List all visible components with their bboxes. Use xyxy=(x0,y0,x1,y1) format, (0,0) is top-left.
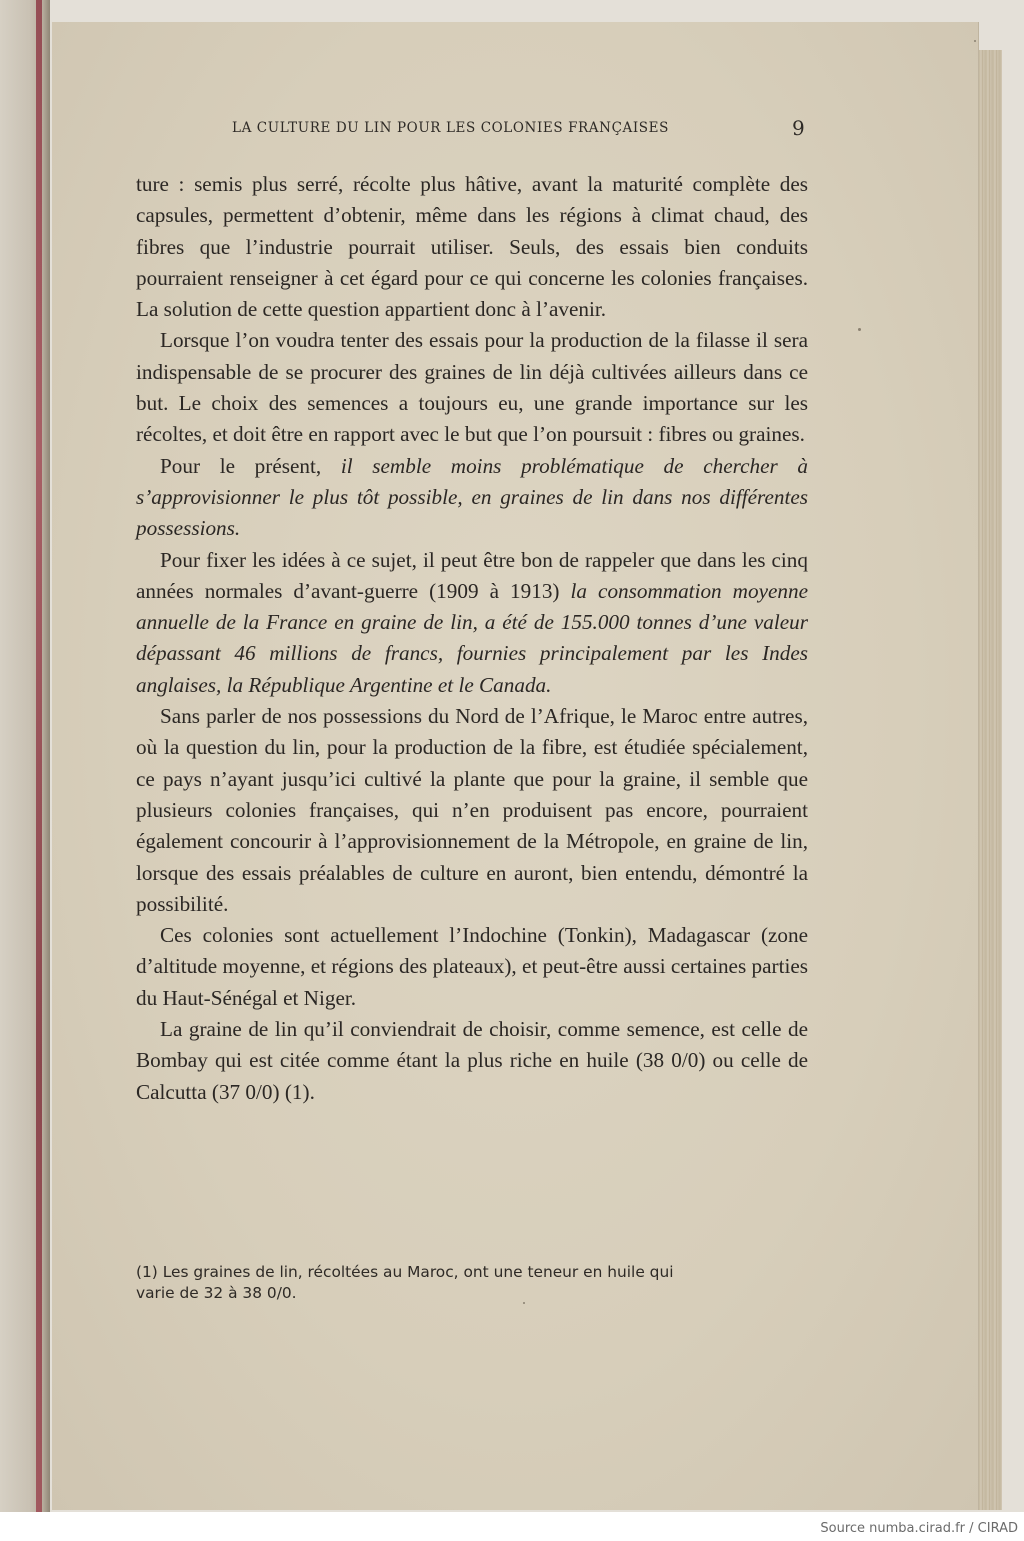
paper-speck xyxy=(974,40,976,42)
paragraph-2: Lorsque l’on voudra tenter des essais pour la production de la filasse il sera indispensable de se procurer des graines de lin déjà cultivées ailleurs dans ce but. Le choix des semences a toujours eu, une grande importance sur les récoltes, et doit être en rapport avec le but que l’on poursuit : fibres ou graines. xyxy=(136,328,808,447)
paragraph-7: La graine de lin qu’il conviendrait de choisir, comme semence, est celle de Bombay qui est citée comme étant la plus riche en huile (38 0/0) ou celle de Calcutta (37 0/0) (1). xyxy=(136,1017,808,1104)
footnote-line-1: (1) Les graines de lin, récoltées au Maroc, ont une teneur en huile qui xyxy=(136,1263,674,1281)
paper-speck xyxy=(858,328,861,331)
footnote xyxy=(136,1262,808,1304)
paragraph-1: ture : semis plus serré, récolte plus hâtive, avant la maturité complète des capsules, permettent d’obtenir, même dans les régions à climat chaud, des fibres que l’industrie pourrait utiliser. Seuls, des essais bien conduits pourraient renseigner à cet égard pour ce qui concerne les colonies françaises. La solution de cette question appartient donc à l’avenir. xyxy=(136,172,808,322)
book-binding xyxy=(36,0,42,1512)
body-text xyxy=(136,169,808,1108)
page-number: 9 xyxy=(792,116,805,140)
paragraph-4-emphasis: la consommation moyenne annuelle de la France en graine de lin, a été de 155.000 tonnes d’une valeur dépassant 46 millions de francs, fournies principalement par les Indes anglaises, la République Argentine et le Canada. xyxy=(136,578,808,697)
running-head: LA CULTURE DU LIN POUR LES COLONIES FRANÇAISES xyxy=(232,120,669,136)
paragraph-4 xyxy=(136,545,808,701)
paragraph-3 xyxy=(136,451,808,545)
paragraph-3-emphasis: il semble moins problématique de chercher à s’approvisionner le plus tôt possible, en graines de lin dans nos différentes possessions. xyxy=(136,453,808,541)
paragraph-4-lead: Pour fixer les idées à ce sujet, il peut être bon de rappeler que dans les cinq années normales d’avant-guerre (1909 à 1913) xyxy=(136,547,808,603)
left-page-edge xyxy=(0,0,50,1512)
footnote-line-2: varie de 32 à 38 0/0. xyxy=(136,1284,297,1302)
paper-speck xyxy=(523,1302,525,1304)
source-credit: Source numba.cirad.fr / CIRAD xyxy=(820,1521,1018,1536)
page-stack-edge xyxy=(976,50,1002,1510)
paragraph-6: Ces colonies sont actuellement l’Indochine (Tonkin), Madagascar (zone d’altitude moyenne, et régions des plateaux), et peut-être aussi certaines parties du Haut-Sénégal et Niger. xyxy=(136,923,808,1010)
paragraph-3-lead: Pour le présent, xyxy=(160,453,341,478)
paragraph-5: Sans parler de nos possessions du Nord de l’Afrique, le Maroc entre autres, où la question du lin, pour la production de la fibre, est étudiée spécialement, ce pays n’ayant jusqu’ici cultivé la plante que pour la graine, il semble que plusieurs colonies françaises, qui n’en produisent pas encore, pourraient également concourir à l’approvisionnement de la Métropole, en graine de lin, lorsque des essais préalables de culture en auront, bien entendu, démontré la possibilité. xyxy=(136,704,808,916)
